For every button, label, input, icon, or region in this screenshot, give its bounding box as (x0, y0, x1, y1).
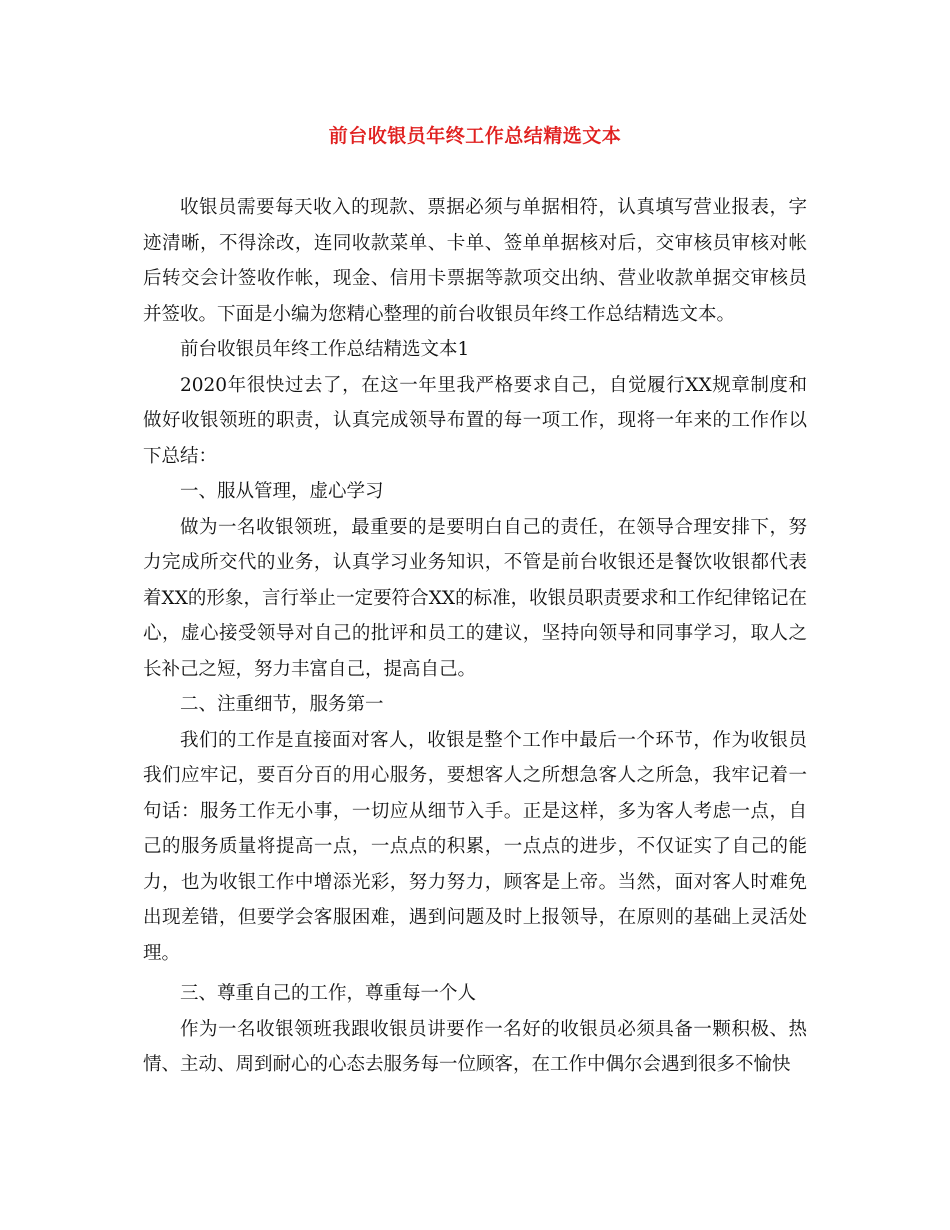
intro-paragraph: 收银员需要每天收入的现款、票据必须与单据相符，认真填写营业报表，字迹清晰，不得涂改，连同收款菜单、卡单、签单单据核对后，交审核员审核对帐后转交会计签收作帐，现金、信用卡票据等款项交出纳、营业收款单据交审核员并签收。下面是小编为您精心整理的前台收银员年终工作总结精选文本。 (143, 197, 807, 325)
section-heading-1: 一、服从管理，虚心学习 (180, 481, 384, 502)
document-body (143, 190, 807, 1083)
subtitle-paragraph: 前台收银员年终工作总结精选文本1 (180, 339, 470, 360)
section-body-2: 我们的工作是直接面对客人，收银是整个工作中最后一个环节，作为收银员我们应牢记，要百分百的用心服务，要想客人之所想急客人之所急，我牢记着一句话：服务工作无小事，一切应从细节入手。正是这样，多为客人考虑一点，自己的服务质量将提高一点，一点点的积累，一点点的进步，不仅证实了自己的能力，也为收银工作中增添光彩，努力努力，顾客是上帝。当然，面对客人时难免出现差错，但要学会客服困难，遇到问题及时上报领导，在原则的基础上灵活处理。 (143, 729, 807, 964)
section-heading-3: 三、尊重自己的工作，尊重每一个人 (180, 983, 477, 1004)
section-body-3: 作为一名收银领班我跟收银员讲要作一名好的收银员必须具备一颗积极、热情、主动、周到耐心的心态去服务每一位顾客，在工作中偶尔会遇到很多不愉快 (143, 1018, 807, 1075)
section-body-1: 做为一名收银领班，最重要的是要明白自己的责任，在领导合理安排下，努力完成所交代的业务，认真学习业务知识，不管是前台收银还是餐饮收银都代表着XX的形象，言行举止一定要符合XX的标准，收银员职责要求和工作纪律铭记在心，虚心接受领导对自己的批评和员工的建议，坚持向领导和同事学习，取人之长补己之短，努力丰富自己，提高自己。 (143, 516, 807, 680)
opening-paragraph: 2020年很快过去了，在这一年里我严格要求自己，自觉履行XX规章制度和做好收银领班的职责，认真完成领导布置的每一项工作，现将一年来的工作作以下总结： (143, 374, 807, 467)
document-title: 前台收银员年终工作总结精选文本 (328, 125, 622, 147)
section-heading-2: 二、注重细节，服务第一 (180, 694, 384, 715)
